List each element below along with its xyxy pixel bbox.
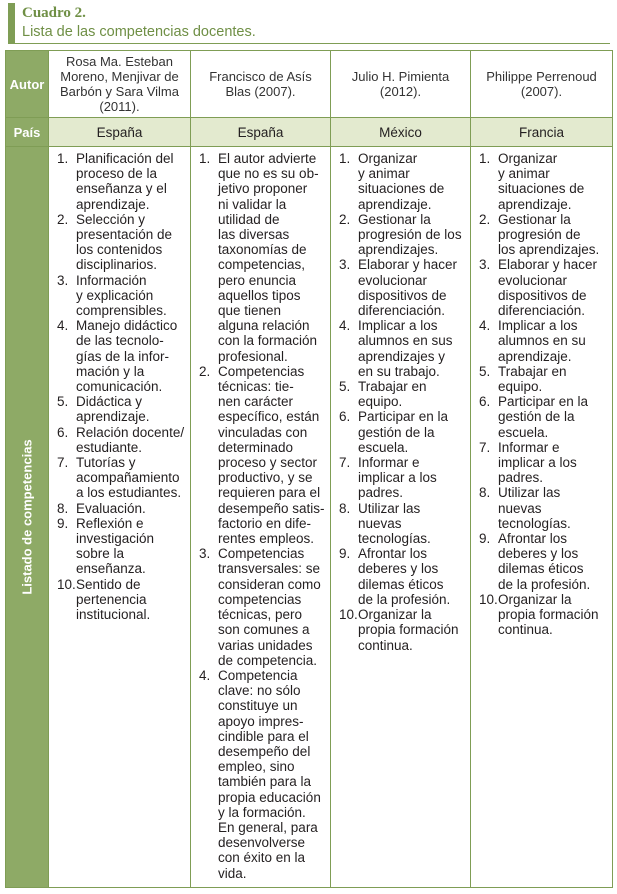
row-label-listado [6,147,49,888]
competency-list [331,147,470,653]
caption-accent-bar [8,3,15,44]
competencies-cell [191,147,331,888]
item-text: Trabajar en equipo. [358,379,427,410]
item-text: Gestionar la progresión de los aprendizajes. [358,211,462,258]
item-number: 4. [479,318,491,334]
item-number: 7. [57,455,69,471]
list-item [339,212,468,258]
list-item [479,394,610,440]
item-number: 9. [339,546,351,562]
author-cell: Julio H. Pimienta (2012). [331,51,471,118]
item-text: Elaborar y hacer evolucionar dispositivos de diferenciación. [358,257,458,319]
item-number: 6. [339,409,351,425]
list-item [339,607,468,653]
item-text: Utilizar las nuevas tecnologías. [358,500,431,547]
item-number: 7. [479,439,491,455]
item-number: 2. [479,211,491,227]
list-item [479,440,610,486]
list-item [479,318,610,364]
row-label-pais: País [6,118,49,147]
item-number: 10. [57,576,76,592]
list-item [57,516,188,577]
list-item [339,455,468,501]
item-text: Competencias transversales: se consideran como competencias técnicas, pero son comunes a varias unidades de competencia. [218,546,321,668]
item-text: Reflexión e investigación sobre la enseñanza. [76,515,155,577]
competencias-table [5,50,613,888]
item-number: 6. [57,424,69,440]
item-text: Organizar y animar situaciones de aprendizaje. [358,151,445,212]
author-cell: Francisco de Asís Blas (2007). [191,51,331,118]
item-text: Manejo didáctico de las tecnolo- gías de la infor- mación y la comunicación. [76,318,178,395]
item-number: 7. [339,455,351,471]
list-item [479,257,610,318]
item-text: Implicar a los alumnos en su aprendizaje. [498,318,586,364]
competencies-cell [471,147,613,888]
item-number: 5. [339,379,351,395]
item-text: Selección y presentación de los contenidos disciplinarios. [76,211,173,273]
list-item [57,425,188,455]
caption-number: Cuadro 2. [22,5,86,21]
list-item [199,668,328,881]
item-text: Afrontar los deberes y los dilemas éticos de la profesión. [498,531,591,592]
list-item [57,318,188,394]
list-item [479,531,610,592]
item-number: 2. [57,211,69,227]
item-text: Elaborar y hacer evolucionar dispositivos de diferenciación. [498,257,598,319]
item-number: 1. [57,151,69,166]
list-item [199,364,328,546]
list-item [57,151,188,212]
item-number: 1. [479,151,491,166]
item-text: Organizar y animar situaciones de aprendizaje. [498,151,585,212]
item-number: 3. [339,257,351,273]
competencies-cell [49,147,191,888]
author-cell: Philippe Perrenoud (2007). [471,51,613,118]
item-text: Utilizar las nuevas tecnologías. [498,485,571,531]
country-cell: España [49,118,191,147]
row-label-autor: Autor [6,51,49,118]
item-number: 3. [479,257,491,273]
item-number: 8. [339,500,351,516]
competency-list [191,147,330,881]
list-item [339,318,468,379]
author-cell: Rosa Ma. Esteban Moreno, Menjivar de Barbón y Sara Vilma (2011). [49,51,191,118]
table-caption [8,3,610,44]
country-row [6,118,613,147]
list-item [57,273,188,319]
item-number: 8. [57,500,69,516]
item-text: Relación docente/ estudiante. [76,424,185,455]
country-cell: Francia [471,118,613,147]
country-cell: México [331,118,471,147]
list-item [57,577,188,623]
item-number: 10. [479,591,498,607]
item-text: Información y explicación comprensibles. [76,272,167,319]
competencies-cell [331,147,471,888]
list-item [57,501,188,516]
caption-title: Lista de las competencias docentes. [22,24,256,40]
list-item [57,455,188,501]
list-item [479,212,610,258]
item-text: Informar e implicar a los padres. [498,439,577,486]
item-number: 9. [57,515,69,531]
item-text: Trabajar en equipo. [498,363,567,395]
list-item [479,151,610,212]
item-number: 5. [57,394,69,410]
list-item [479,592,610,638]
list-item [339,501,468,547]
item-number: 9. [479,531,491,547]
item-text: Participar en la gestión de la escuela. [358,409,449,455]
item-text: Organizar la propia formación continua. [498,591,599,638]
item-number: 6. [479,394,491,410]
competency-list [49,147,190,622]
item-text: Gestionar la progresión de los aprendizajes. [498,211,600,258]
item-number: 5. [479,363,491,379]
list-item [339,151,468,212]
item-number: 4. [57,318,69,334]
item-text: Planificación del proceso de la enseñanza y el aprendizaje. [76,151,174,212]
item-number: 3. [199,546,211,562]
item-number: 10. [339,607,358,623]
list-item [199,546,328,668]
item-number: 3. [57,272,69,288]
list-item [57,394,188,424]
country-cell: España [191,118,331,147]
item-text: Participar en la gestión de la escuela. [498,394,589,440]
item-text: Afrontar los deberes y los dilemas éticos de la profesión. [358,546,451,607]
list-item [479,485,610,531]
competencies-row [6,147,613,888]
item-number: 2. [339,211,351,227]
item-number: 1. [339,151,351,166]
list-item [339,409,468,455]
item-text: Organizar la propia formación continua. [358,607,459,653]
author-row [6,51,613,118]
item-text: Implicar a los alumnos en sus aprendizajes y en su trabajo. [358,318,453,379]
item-text: Evaluación. [76,500,146,516]
item-number: 8. [479,485,491,501]
list-item [339,379,468,409]
item-number: 4. [199,667,211,683]
item-text: Competencia clave: no sólo constituye un apoyo impres- cindible para el desempeño del empleo, sino también para la propia educación y la formación. En general, para desenvolverse con éxito en la vida. [218,667,321,881]
item-text: Informar e implicar a los padres. [358,455,437,501]
item-number: 2. [199,363,211,379]
list-item [57,212,188,273]
list-item [339,546,468,607]
row-label-listado-text: Listado de competencias [19,439,35,595]
list-item [339,257,468,318]
item-text: Didáctica y aprendizaje. [76,394,150,425]
item-text: Tutorías y acompañamiento a los estudiantes. [76,455,182,501]
competency-list [471,147,612,638]
list-item [479,364,610,394]
item-number: 1. [199,151,211,166]
item-text: Competencias técnicas: tie- nen carácter específico, están vinculadas con determinado proceso y sector productivo, y se requieren para el desempeño satis- factorio en dife- rentes empleos. [218,363,325,547]
item-number: 4. [339,318,351,334]
list-item [199,151,328,364]
item-text: Sentido de pertenencia institucional. [76,576,151,623]
item-text: El autor advierte que no es su ob- jetivo proponer ni validar la utilidad de las diversas taxonomías de competencias, pero enuncia aquellos tipos que tienen alguna relación con la formación profesional. [218,151,319,364]
